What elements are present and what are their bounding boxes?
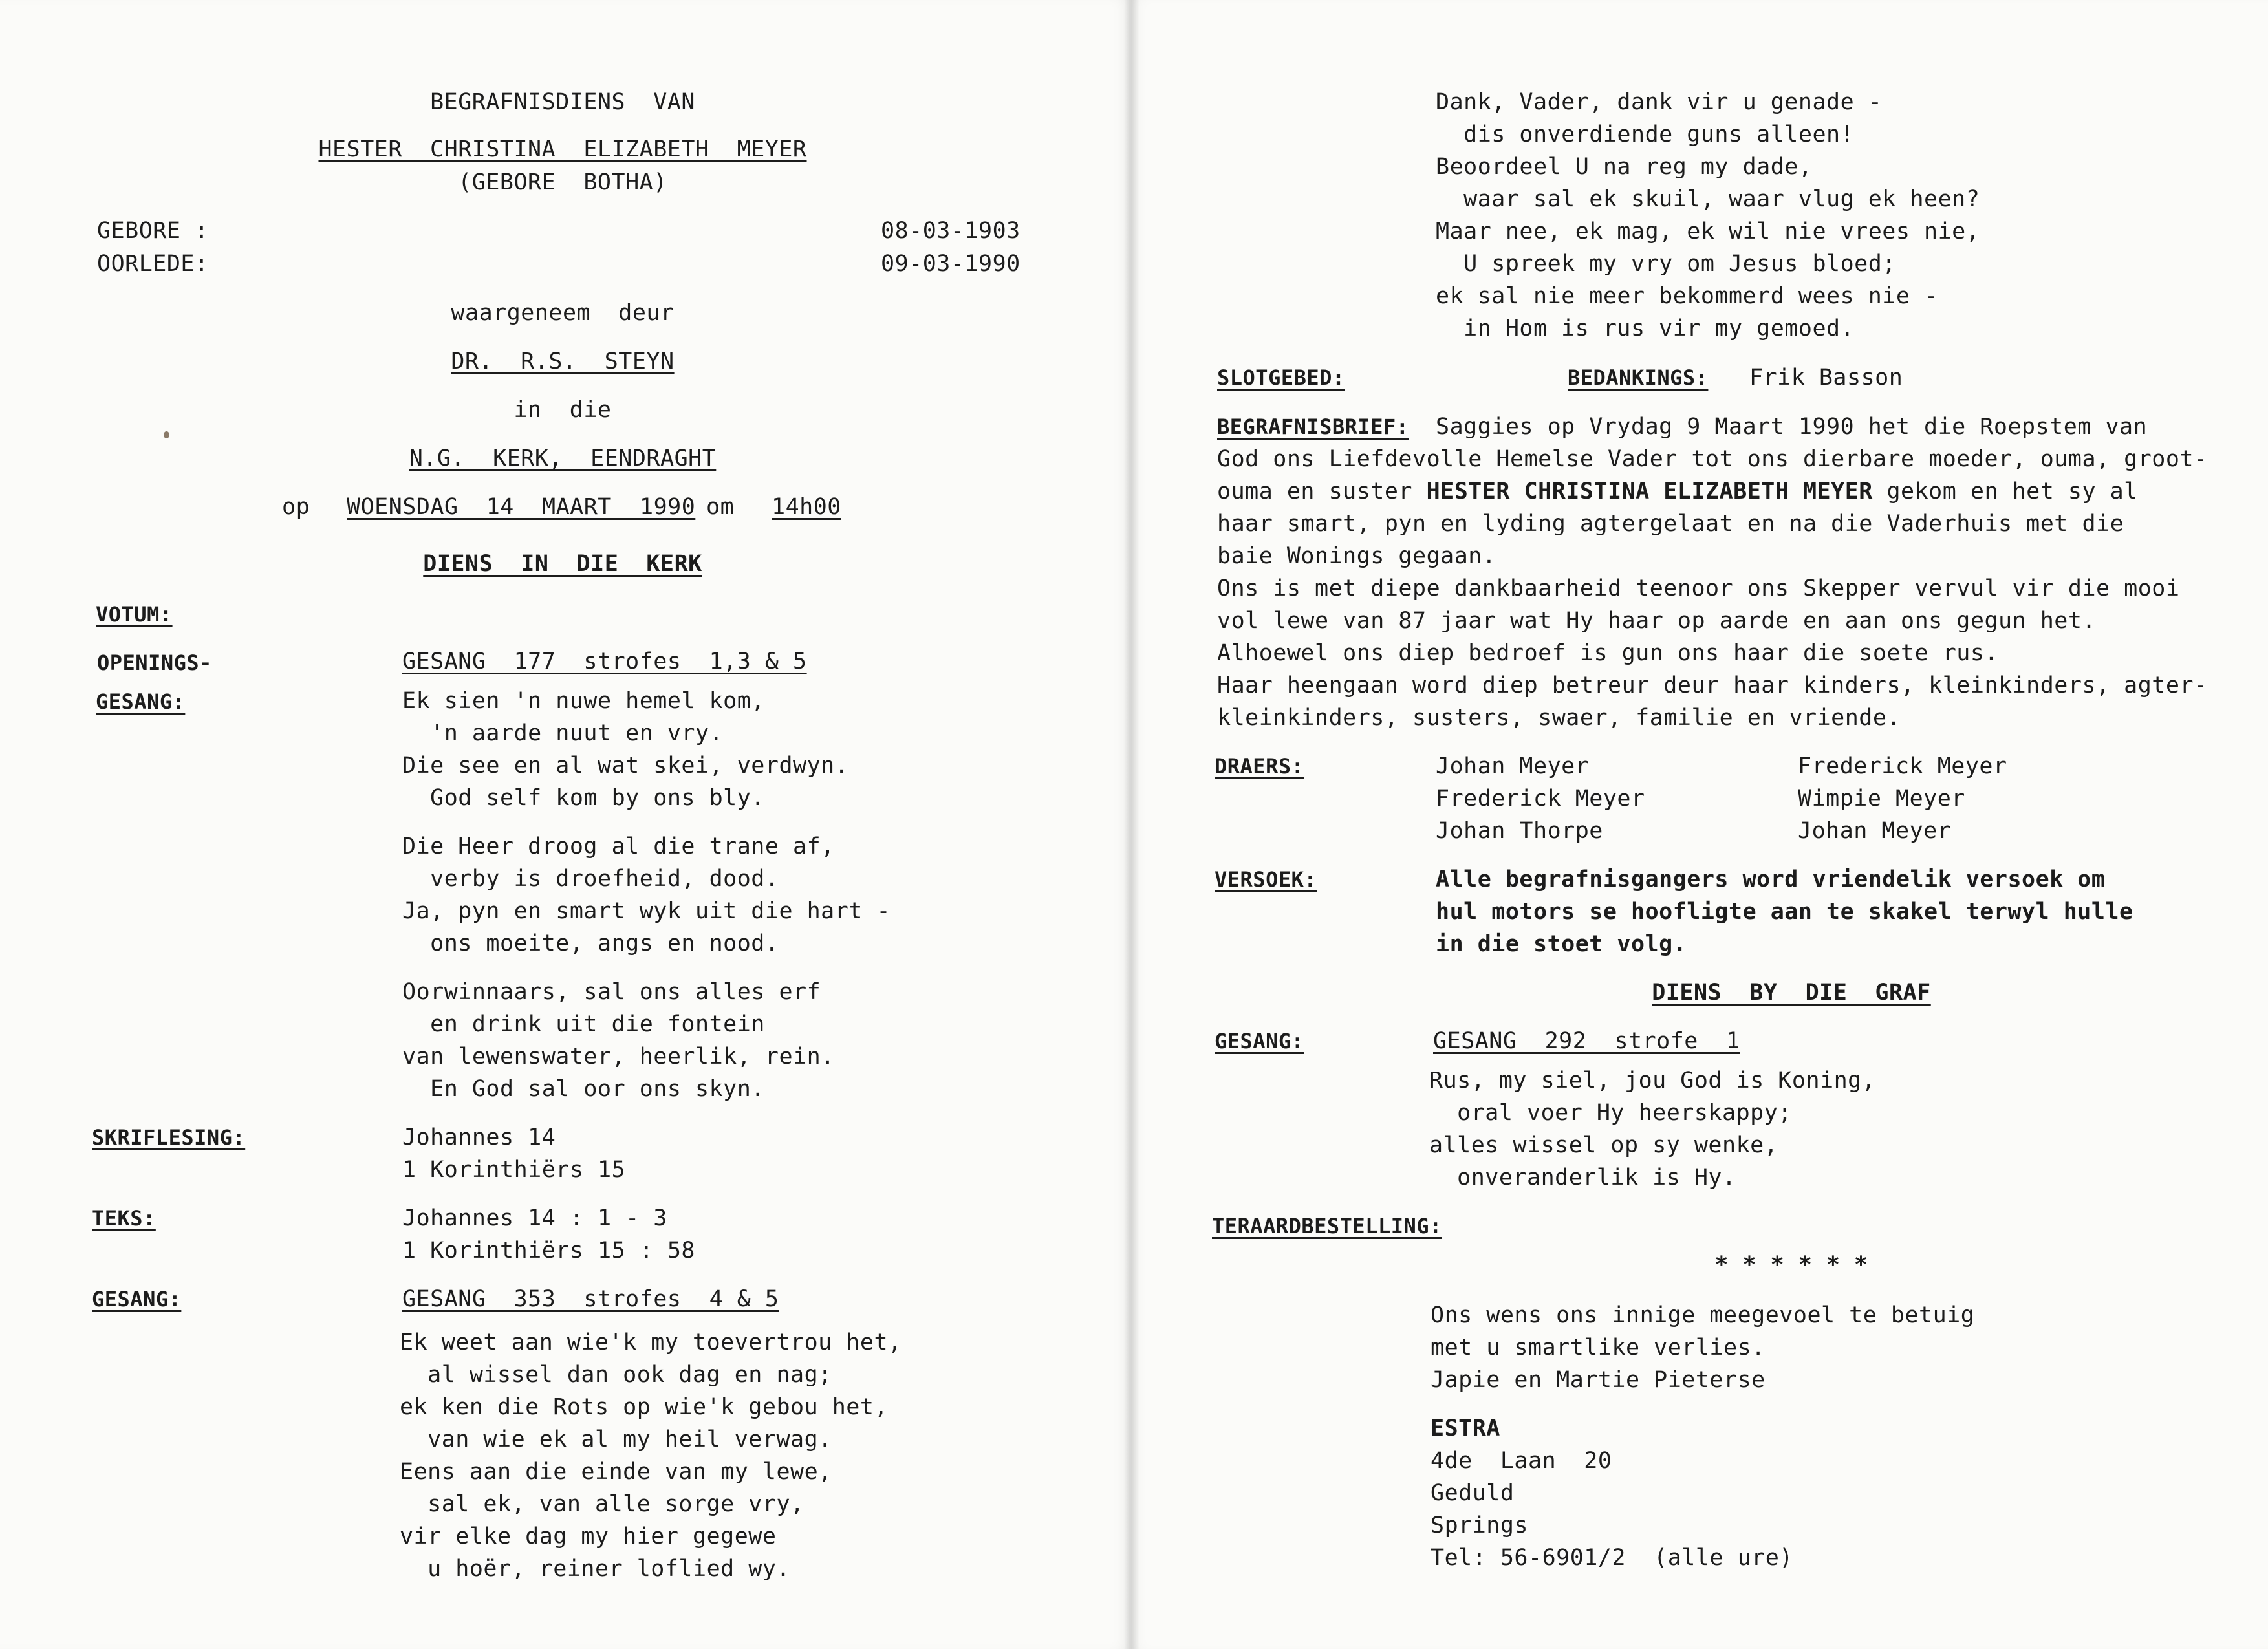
service-heading: BEGRAFNISDIENS VAN [430,89,695,115]
letter-label: BEGRAFNISBRIEF: [1217,415,1409,439]
hymn-line: ons moeite, angs en nood. [402,931,779,956]
hymn-line: Dank, Vader, dank vir u genade - [1436,89,1883,115]
request-line: hul motors se hoofligte aan te skakel terwyl hulle [1436,899,2133,925]
firm-name: ESTRA [1431,1416,1500,1441]
letter-text: ouma en suster [1217,479,1427,504]
at-word: om [706,494,735,520]
hymn2-title: GESANG 353 strofes 4 & 5 [402,1286,779,1312]
letter-text: gekom en het sy al [1872,479,2138,504]
hymn-line: Ek weet aan wie'k my toevertrou het, [400,1330,902,1355]
star-divider: * * * * * * [1714,1252,1868,1278]
minister-name: DR. R.S. STEYN [451,349,675,374]
hymn-line: sal ek, van alle sorge vry, [400,1491,805,1517]
service-date: WOENSDAG 14 MAART 1990 [347,494,696,520]
closing-prayer-label: SLOTGEBED: [1217,365,1345,390]
church-name: N.G. KERK, EENDRAGHT [409,446,717,471]
hymn-line: waar sal ek skuil, waar vlug ek heen? [1436,186,1980,212]
bearer-name: Johan Thorpe [1436,818,1603,844]
hymn-line: van wie ek al my heil verwag. [400,1427,832,1452]
maiden-name: (GEBORE BOTHA) [458,169,667,195]
letter-line: Alhoewel ons diep bedroef is gun ons haar die soete rus. [1217,640,1999,666]
hymn-line: Ja, pyn en smart wyk uit die hart - [402,898,891,924]
hymn1-title: GESANG 177 strofes 1,3 & 5 [402,649,807,674]
bearer-name: Johan Meyer [1436,753,1590,779]
text-label: TEKS: [92,1206,156,1231]
condolence-line: Ons wens ons innige meegevoel te betuig [1431,1302,1975,1328]
section-grave: DIENS BY DIE GRAF [1652,980,1931,1006]
hymn-line: ek sal nie meer bekommerd wees nie - [1436,283,1938,309]
hymn-line: van lewenswater, heerlik, rein. [402,1044,835,1070]
reading-label: SKRIFLESING: [92,1125,246,1150]
hymn-line: Die see en al wat skei, verdwyn. [402,753,849,779]
letter-line [1217,478,2138,505]
section-church: DIENS IN DIE KERK [423,551,702,577]
text-line: Johannes 14 : 1 - 3 [402,1205,667,1231]
bearer-name: Johan Meyer [1798,818,1952,844]
service-time: 14h00 [772,494,841,520]
hymn-line: U spreek my vry om Jesus bloed; [1436,251,1896,277]
opening-label-line2: GESANG: [96,689,186,714]
hymn-line: Oorwinnaars, sal ons alles erf [402,979,821,1005]
hymn-line: dis onverdiende guns alleen! [1436,122,1855,147]
hymn-line: Rus, my siel, jou God is Koning, [1429,1068,1876,1094]
letter-line: Haar heengaan word diep betreur deur haar kinders, kleinkinders, agter- [1217,673,2208,698]
right-page [1130,0,2268,1649]
hymn2-label: GESANG: [92,1287,182,1311]
letter-line: Saggies op Vrydag 9 Maart 1990 het die Roepstem van [1436,414,2148,440]
condolence-line: Japie en Martie Pieterse [1431,1367,1766,1393]
hymn-line: Ek sien 'n nuwe hemel kom, [402,688,765,714]
officiated-by: waargeneem deur [451,300,675,326]
opening-label-line1: OPENINGS- [97,651,212,675]
hymn-line: vir elke dag my hier gegewe [400,1524,777,1549]
paper-speck [164,431,169,438]
hymn-line: u hoër, reiner loflied wy. [400,1556,791,1582]
request-line: in die stoet volg. [1436,931,1687,957]
letter-line: God ons Liefdevolle Hemelse Vader tot ons dierbare moeder, ouma, groot- [1217,446,2208,472]
hymn-line: 'n aarde nuut en vry. [402,720,724,746]
hymn-line: onveranderlik is Hy. [1429,1165,1736,1191]
born-label: GEBORE : [97,218,209,244]
thanks-name: Frik Basson [1749,365,1903,391]
letter-line: vol lewe van 87 jaar wat Hy haar op aarde en aan ons gegun het. [1217,608,2097,634]
bearers-label: DRAERS: [1215,754,1304,779]
request-line: Alle begrafnisgangers word vriendelik versoek om [1436,867,2106,892]
hymn3-title: GESANG 292 strofe 1 [1433,1028,1740,1054]
letter-line: kleinkinders, susters, swaer, familie en vriende. [1217,705,1901,731]
born-date: 08-03-1903 [881,218,1021,244]
hymn-line: Eens aan die einde van my lewe, [400,1459,832,1485]
hymn-line: al wissel dan ook dag en nag; [400,1362,832,1388]
died-date: 09-03-1990 [881,251,1021,277]
died-label: OORLEDE: [97,251,209,277]
reading-line: 1 Korinthiërs 15 [402,1157,626,1183]
letter-line: Ons is met diepe dankbaarheid teenoor ons Skepper vervul vir die mooi [1217,576,2180,601]
hymn-line: Beoordeel U na reg my dade, [1436,154,1813,180]
hymn-line: En God sal oor ons skyn. [402,1076,765,1102]
address-line: Springs [1431,1513,1529,1538]
address-line: Geduld [1431,1480,1515,1506]
hymn-line: Die Heer droog al die trane af, [402,834,835,859]
address-line: 4de Laan 20 [1431,1448,1612,1474]
deceased-name: HESTER CHRISTINA ELIZABETH MEYER [318,136,807,162]
burial-label: TERAARDBESTELLING: [1212,1214,1442,1238]
address-line: Tel: 56-6901/2 (alle ure) [1431,1545,1793,1571]
thanks-label: BEDANKINGS: [1568,365,1709,390]
reading-line: Johannes 14 [402,1125,556,1150]
hymn-line: verby is droefheid, dood. [402,866,779,892]
condolence-line: met u smartlike verlies. [1431,1335,1766,1361]
letter-line: haar smart, pyn en lyding agtergelaat en na die Vaderhuis met die [1217,511,2124,537]
hymn-line: alles wissel op sy wenke, [1429,1132,1778,1158]
bearer-name: Frederick Meyer [1436,786,1645,812]
hymn-line: in Hom is rus vir my gemoed. [1436,316,1855,341]
letter-deceased-name: HESTER CHRISTINA ELIZABETH MEYER [1426,479,1873,504]
center-fold [1124,0,1139,1649]
hymn3-label: GESANG: [1215,1029,1304,1053]
hymn-line: Maar nee, ek mag, ek wil nie vrees nie, [1436,219,1980,244]
hymn-line: God self kom by ons bly. [402,785,765,811]
bearer-name: Wimpie Meyer [1798,786,1965,812]
in-the: in die [513,397,612,423]
text-line: 1 Korinthiërs 15 : 58 [402,1238,696,1264]
hymn-line: en drink uit die fontein [402,1011,765,1037]
letter-line: baie Wonings gegaan. [1217,543,1496,569]
hymn-line: oral voer Hy heerskappy; [1429,1100,1792,1126]
request-label: VERSOEK: [1215,867,1317,892]
on-word: op [282,494,310,520]
bearer-name: Frederick Meyer [1798,753,2007,779]
hymn-line: ek ken die Rots op wie'k gebou het, [400,1394,889,1420]
votum-label: VOTUM: [96,602,173,627]
